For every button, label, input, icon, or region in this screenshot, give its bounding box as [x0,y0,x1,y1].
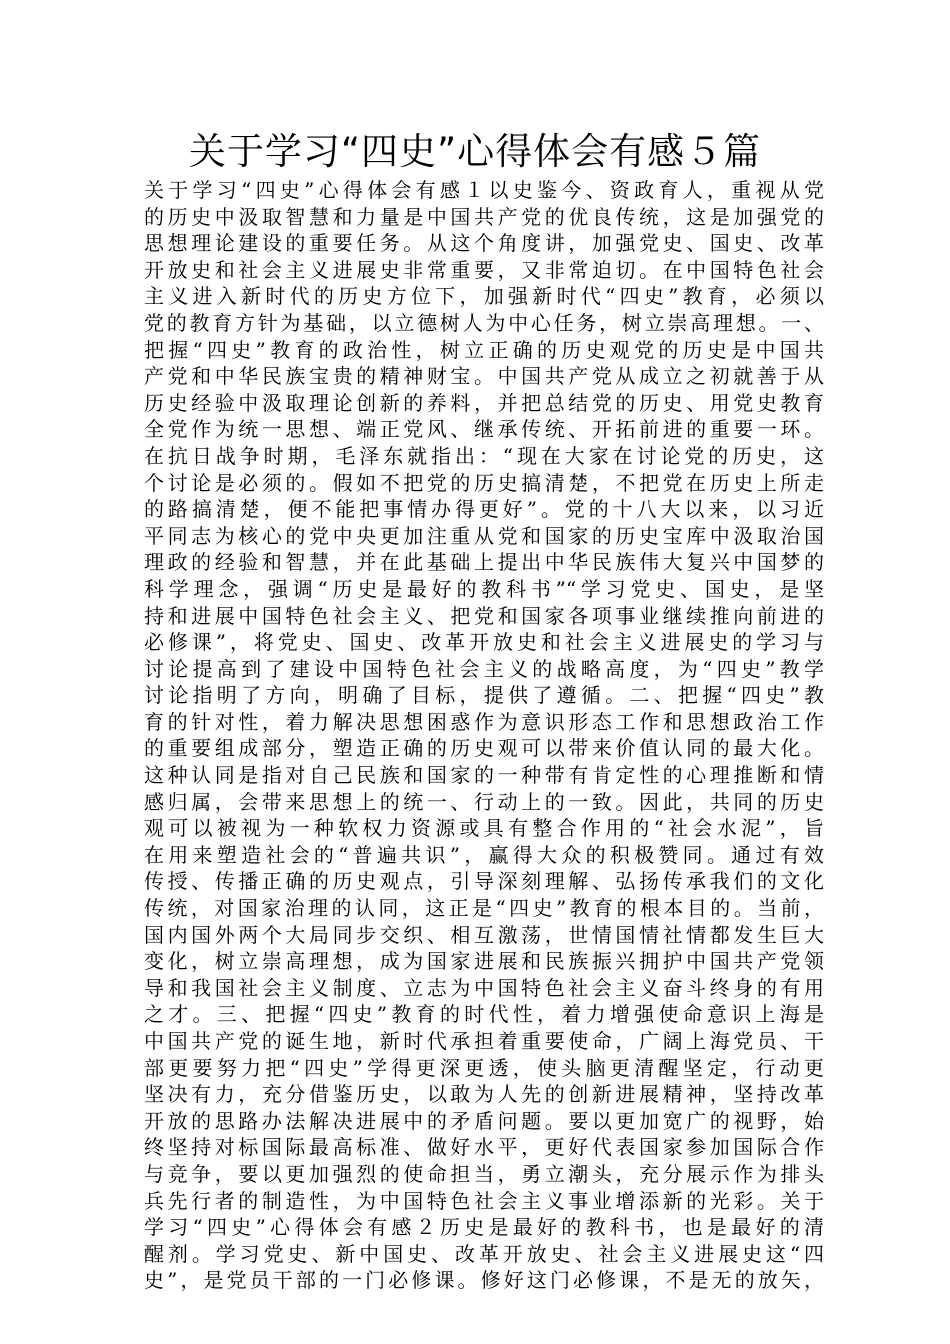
body-text-line: 终坚持对标国际最高标准、做好水平，更好代表国家参加国际合作 [144,1135,824,1160]
body-text-line: 历史经验中汲取理论创新的养料，并把总结党的历史、用党史教育 [144,390,824,415]
body-text-line: 持和进展中国特色社会主义、把党和国家各项事业继续推向前进的 [144,603,824,628]
body-text-line: 全党作为统一思想、端正党风、继承传统、开拓前进的重要一环。 [144,417,824,442]
body-text-line: 之才。三、把握“四史”教育的时代性，着力增强使命意识上海是 [144,1002,824,1027]
body-text-line: 这种认同是指对自己民族和国家的一种带有肯定性的心理推断和情 [144,763,824,788]
body-text-line: 讨论提高到了建设中国特色社会主义的战略高度，为“四史”教学 [144,656,824,681]
body-text-line: 平同志为核心的党中央更加注重从党和国家的历史宝库中汲取治国 [144,523,824,548]
body-text-line: 变化，树立崇高理想，成为国家进展和民族振兴拥护中国共产党领 [144,949,824,974]
body-text-line: 传统，对国家治理的认同，这正是“四史”教育的根本目的。当前， [144,896,824,921]
body-text-line: 醒剂。学习党史、新中国史、改革开放史、社会主义进展史这“四 [144,1241,824,1266]
body-text-line: 主义进入新时代的历史方位下，加强新时代“四史”教育，必须以 [144,284,824,309]
body-text-line: 学习“四史”心得体会有感２历史是最好的教科书，也是最好的清 [144,1215,824,1240]
document-title: 关于学习“四史”心得体会有感５篇 [188,130,762,173]
body-text-line: 开放史和社会主义进展史非常重要，又非常迫切。在中国特色社会 [144,257,824,282]
body-text-line: 的重要组成部分，塑造正确的历史观可以带来价值认同的最大化。 [144,736,824,761]
body-text-line: 必修课”，将党史、国史、改革开放史和社会主义进展史的学习与 [144,630,824,655]
body-text-line: 部更要努力把“四史”学得更深更透，使头脑更清醒坚定，行动更 [144,1055,824,1080]
body-text-line: 中国共产党的诞生地，新时代承担着重要使命，广阔上海党员、干 [144,1029,824,1053]
body-text-line: 坚决有力，充分借鉴历史，以敢为人先的创新进展精神，坚持改革 [144,1082,824,1107]
body-text-line: 把握“四史”教育的政治性，树立正确的历史观党的历史是中国共 [144,337,824,362]
body-text-line: 在用来塑造社会的“普遍共识”，赢得大众的积极赞同。通过有效 [144,842,824,867]
body-text-line: 导和我国社会主义制度、立志为中国特色社会主义奋斗终身的有用 [144,975,824,1000]
body-text-line: 国内国外两个大局同步交织、相互激荡，世情国情社情都发生巨大 [144,922,824,947]
body-text-line: 关于学习“四史”心得体会有感１以史鉴今、资政育人，重视从党 [144,178,824,202]
body-text-line: 感归属，会带来思想上的统一、行动上的一致。因此，共同的历史 [144,789,824,814]
body-text-line: 兵先行者的制造性，为中国特色社会主义事业增添新的光彩。关于 [144,1188,824,1213]
body-text-line: 与竞争，要以更加强烈的使命担当，勇立潮头，充分展示作为排头 [144,1161,824,1186]
body-text-line: 个讨论是必须的。假如不把党的历史搞清楚，不把党在历史上所走 [144,470,824,495]
body-text-line: 史”，是党员干部的一门必修课。修好这门必修课，不是无的放矢， [144,1268,824,1293]
body-text-line: 科学理念，强调“历史是最好的教科书”“学习党史、国史，是坚 [144,576,824,601]
body-text-line: 思想理论建设的重要任务。从这个角度讲，加强党史、国史、改革 [144,231,824,256]
body-text-line: 的路搞清楚，便不能把事情办得更好”。党的十八大以来，以习近 [144,497,824,522]
body-text-line: 在抗日战争时期，毛泽东就指出：“现在大家在讨论党的历史，这 [144,443,824,468]
body-text-line: 讨论指明了方向，明确了目标，提供了遵循。二、把握“四史”教 [144,683,824,708]
body-text-line: 党的教育方针为基础，以立德树人为中心任务，树立崇高理想。一、 [144,310,824,335]
body-text-line: 理政的经验和智慧，并在此基础上提出中华民族伟大复兴中国梦的 [144,550,824,575]
body-text-line: 产党和中华民族宝贵的精神财宝。中国共产党从成立之初就善于从 [144,364,824,389]
body-text-line: 观可以被视为一种软权力资源或具有整合作用的“社会水泥”，旨 [144,816,824,841]
body-text-line: 育的针对性，着力解决思想困惑作为意识形态工作和思想政治工作 [144,709,824,734]
body-text-line: 传授、传播正确的历史观点，引导深刻理解、弘扬传承我们的文化 [144,869,824,894]
document-body [144,177,824,1294]
body-text-line: 的历史中汲取智慧和力量是中国共产党的优良传统，这是加强党的 [144,204,824,229]
body-text-line: 开放的思路办法解决进展中的矛盾问题。要以更加宽广的视野，始 [144,1108,824,1133]
